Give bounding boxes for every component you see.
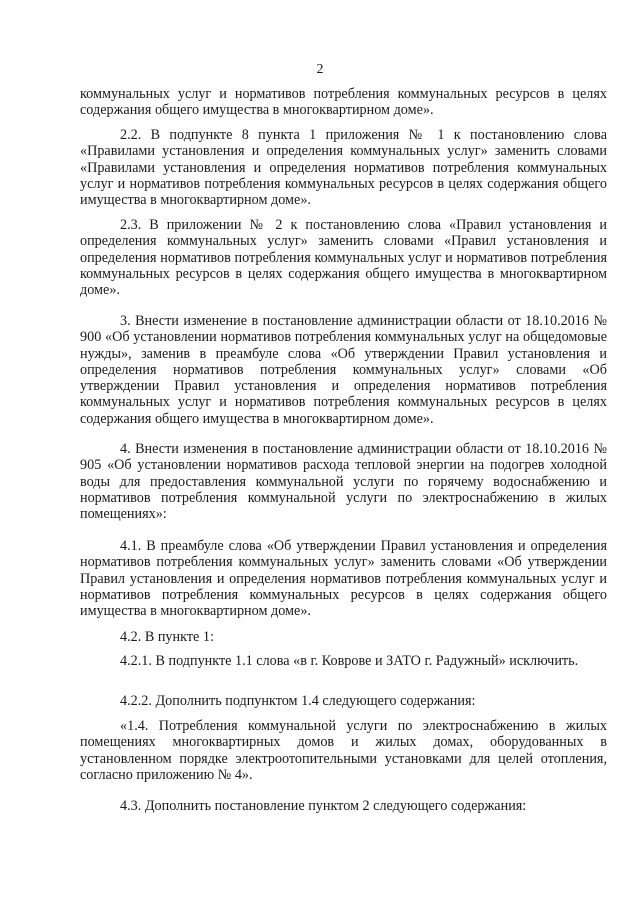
paragraph-3: 3. Внести изменение в постановление администрации области от 18.10.2016 № 900 «Об установлении нормативов потребления коммунальных услуг на общедомовые нужды», заменив в преамбуле слова «Об утверждении Правил установления и определения нормативов потребления коммунальных услуг» словами «Об утверждении Правил установления и определения нормативов потребления коммунальных услуг и нормативов потребления коммунальных ресурсов в целях содержания общего имущества в многоквартирном доме». xyxy=(80,313,607,427)
paragraph-2-3: 2.3. В приложении № 2 к постановлению слова «Правил установления и определения коммунальных услуг» заменить словами «Правил установления и определения нормативов потребления коммунальных услуг и нормативов потребления коммунальных ресурсов в целях содержания общего имущества в многоквартирном доме». xyxy=(80,217,607,299)
paragraph-4-3: 4.3. Дополнить постановление пунктом 2 следующего содержания: xyxy=(120,798,527,814)
paragraph-2-2: 2.2. В подпункте 8 пункта 1 приложения № 1 к постановлению слова «Правилами установления и определения коммунальных услуг» заменить словами «Правилами установления и определения нормативов потребления коммунальных услуг и нормативов потребления коммунальных ресурсов в целях содержания общего имущества в многоквартирном доме». xyxy=(80,127,607,209)
paragraph-4-2-2: 4.2.2. Дополнить подпунктом 1.4 следующего содержания: xyxy=(120,693,476,709)
paragraph-continuation: коммунальных услуг и нормативов потребления коммунальных ресурсов в целях содержания общего имущества в многоквартирном доме». xyxy=(80,86,607,119)
paragraph-4-1: 4.1. В преамбуле слова «Об утверждении Правил установления и определения нормативов потребления коммунальных услуг» заменить словами «Об утверждении Правил установления и определения нормативов потребления коммунальных услуг и нормативов потребления коммунальных ресурсов в целях содержания общего имущества в многоквартирном доме». xyxy=(80,538,607,620)
paragraph-4-2: 4.2. В пункте 1: xyxy=(120,629,214,645)
page-number: 2 xyxy=(316,62,324,77)
paragraph-4: 4. Внести изменения в постановление администрации области от 18.10.2016 № 905 «Об установлении нормативов расхода тепловой энергии на подогрев холодной воды для предоставления коммунальной услуги по горячему водоснабжению и нормативов потребления коммунальной услуги по электроснабжению в жилых помещениях»: xyxy=(80,441,607,523)
paragraph-4-2-1: 4.2.1. В подпункте 1.1 слова «в г. Коврове и ЗАТО г. Радужный» исключить. xyxy=(120,653,579,669)
paragraph-1-4-quote: «1.4. Потребления коммунальной услуги по электроснабжению в жилых помещениях многоквартирных домов и жилых домах, оборудованных в установленном порядке электроотопительными установками для целей отопления, согласно приложению № 4». xyxy=(80,718,607,783)
